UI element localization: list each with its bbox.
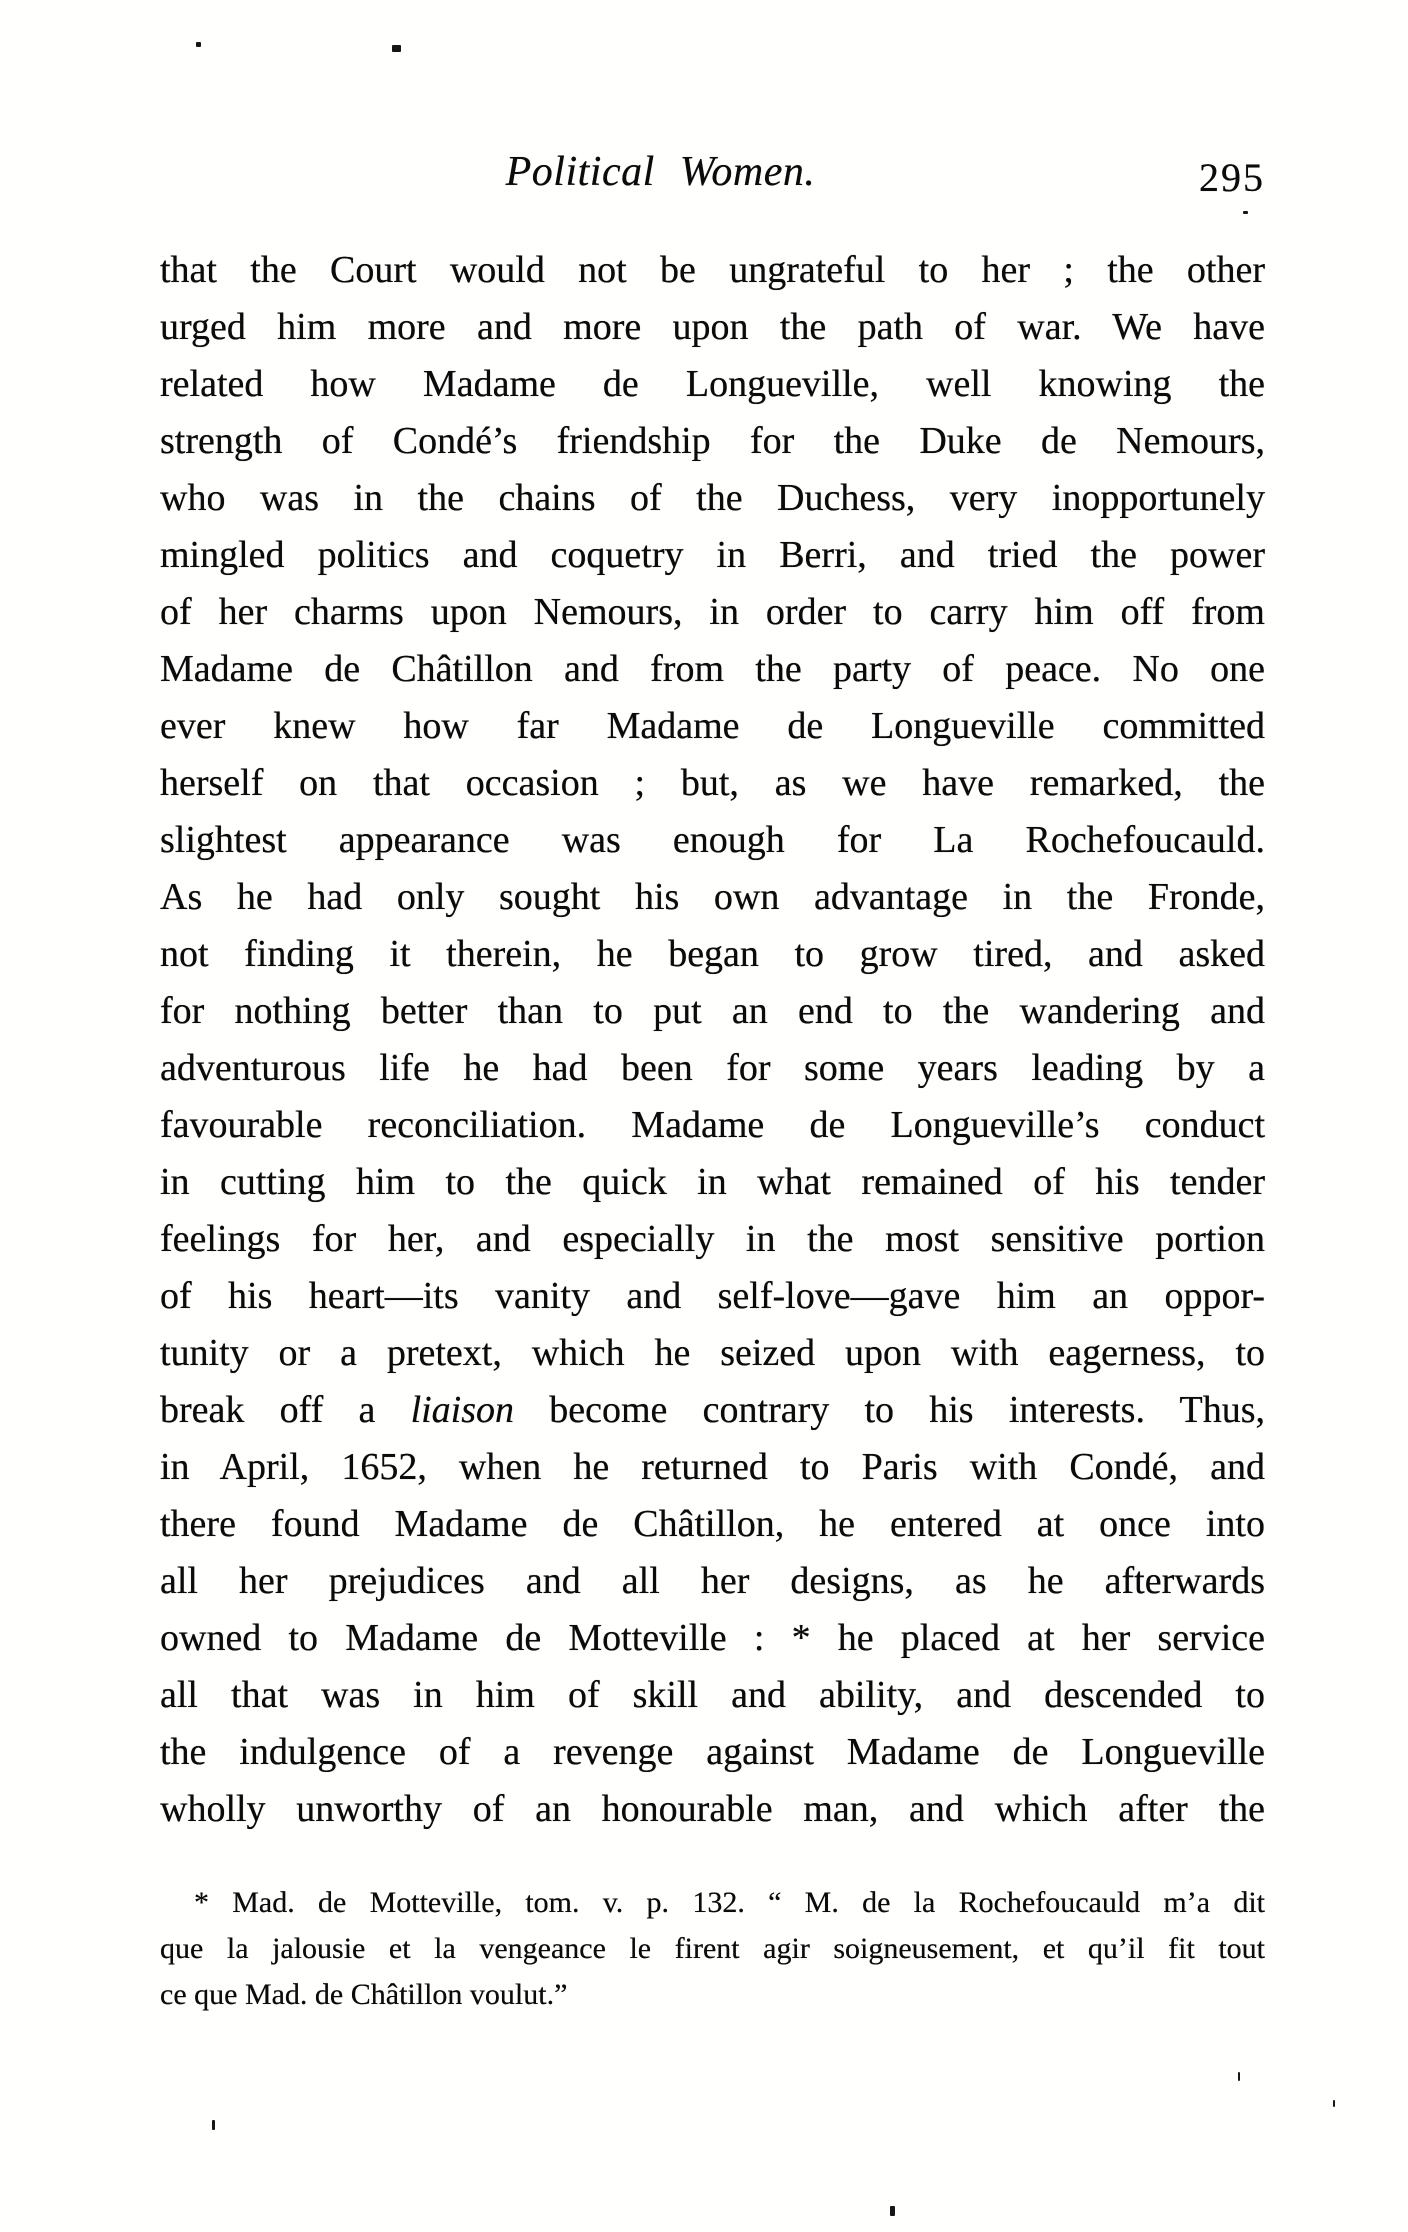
text-segment: in April, 1652, when he returned to Paris with Condé, and [160, 1446, 1265, 1488]
text-segment: * Mad. de Motteville, tom. v. p. 132. “ M. de la Rochefoucauld m’a dit [194, 1886, 1265, 1919]
text-line [160, 641, 1265, 698]
text-line [160, 527, 1265, 584]
text-segment: ever knew how far Madame de Longueville committed [160, 705, 1265, 747]
text-line [160, 356, 1265, 413]
text-line [160, 1972, 1265, 2018]
text-line [160, 299, 1265, 356]
text-segment: not finding it therein, he began to grow tired, and asked [160, 933, 1265, 975]
text-line [160, 1325, 1265, 1382]
scan-speck [212, 2120, 215, 2130]
text-segment: for nothing better than to put an end to the wandering and [160, 990, 1265, 1032]
text-segment: tunity or a pretext, which he seized upon with eagerness, to [160, 1332, 1265, 1374]
text-segment: wholly unworthy of an honourable man, and which after the [160, 1788, 1265, 1830]
text-line [160, 413, 1265, 470]
body-text [160, 242, 1265, 1838]
text-line [160, 470, 1265, 527]
text-line [160, 1781, 1265, 1838]
text-segment: que la jalousie et la vengeance le firent agir soigneusement, et qu’il fit tout [160, 1932, 1265, 1965]
text-segment: adventurous life he had been for some years leading by a [160, 1047, 1265, 1089]
text-line [160, 1439, 1265, 1496]
text-segment: of her charms upon Nemours, in order to carry him off from [160, 591, 1265, 633]
text-segment: break off a [160, 1389, 411, 1431]
text-line [160, 1097, 1265, 1154]
text-segment: urged him more and more upon the path of war. We have [160, 306, 1265, 348]
text-segment: owned to Madame de Motteville : * he placed at her service [160, 1617, 1265, 1659]
text-line [160, 1496, 1265, 1553]
text-segment: the indulgence of a revenge against Madame de Longueville [160, 1731, 1265, 1773]
text-segment: that the Court would not be ungrateful to her ; the other [160, 249, 1265, 291]
scan-speck [1238, 2072, 1240, 2081]
text-line [160, 755, 1265, 812]
text-segment: who was in the chains of the Duchess, very inopportunely [160, 477, 1265, 519]
scan-speck [1333, 2100, 1335, 2107]
text-line [160, 584, 1265, 641]
text-line [160, 1926, 1265, 1972]
text-line [160, 698, 1265, 755]
text-line [160, 812, 1265, 869]
text-segment: feelings for her, and especially in the most sensitive portion [160, 1218, 1265, 1260]
text-line [160, 1382, 1265, 1439]
text-segment: As he had only sought his own advantage in the Fronde, [160, 876, 1265, 918]
text-line [160, 1040, 1265, 1097]
text-segment: mingled politics and coquetry in Berri, and tried the power [160, 534, 1265, 576]
text-segment: of his heart—its vanity and self-love—gave him an oppor- [160, 1275, 1265, 1317]
page-number: 295 [1199, 155, 1265, 200]
text-segment: become contrary to his interests. Thus, [514, 1389, 1266, 1431]
text-line [160, 1724, 1265, 1781]
text-segment: slightest appearance was enough for La Rochefoucauld. [160, 819, 1265, 861]
text-line [160, 1610, 1265, 1667]
text-line [160, 1553, 1265, 1610]
text-line [160, 1667, 1265, 1724]
text-line [160, 926, 1265, 983]
text-line [160, 242, 1265, 299]
scan-speck [196, 42, 201, 47]
text-line [160, 1154, 1265, 1211]
text-segment: ce que Mad. de Châtillon voulut.” [160, 1978, 568, 2011]
text-line [160, 1268, 1265, 1325]
page-title: Political Women. [505, 149, 816, 195]
text-line [160, 1880, 1265, 1926]
text-segment: in cutting him to the quick in what remained of his tender [160, 1161, 1265, 1203]
scan-speck [890, 2206, 895, 2216]
text-line [160, 869, 1265, 926]
italic-text: liaison [410, 1389, 515, 1431]
text-segment: favourable reconciliation. Madame de Longueville’s conduct [160, 1104, 1265, 1146]
text-segment: there found Madame de Châtillon, he entered at once into [160, 1503, 1265, 1545]
text-segment: related how Madame de Longueville, well knowing the [160, 363, 1265, 405]
running-header [160, 148, 1265, 212]
scan-speck [392, 45, 401, 52]
text-segment: strength of Condé’s friendship for the Duke de Nemours, [160, 420, 1265, 462]
text-segment: all that was in him of skill and ability, and descended to [160, 1674, 1265, 1716]
text-segment: Madame de Châtillon and from the party of peace. No one [160, 648, 1265, 690]
footnote [160, 1880, 1265, 2018]
text-segment: all her prejudices and all her designs, as he afterwards [160, 1560, 1265, 1602]
text-line [160, 1211, 1265, 1268]
text-segment: herself on that occasion ; but, as we have remarked, the [160, 762, 1265, 804]
text-line [160, 983, 1265, 1040]
scan-speck [1243, 211, 1248, 214]
